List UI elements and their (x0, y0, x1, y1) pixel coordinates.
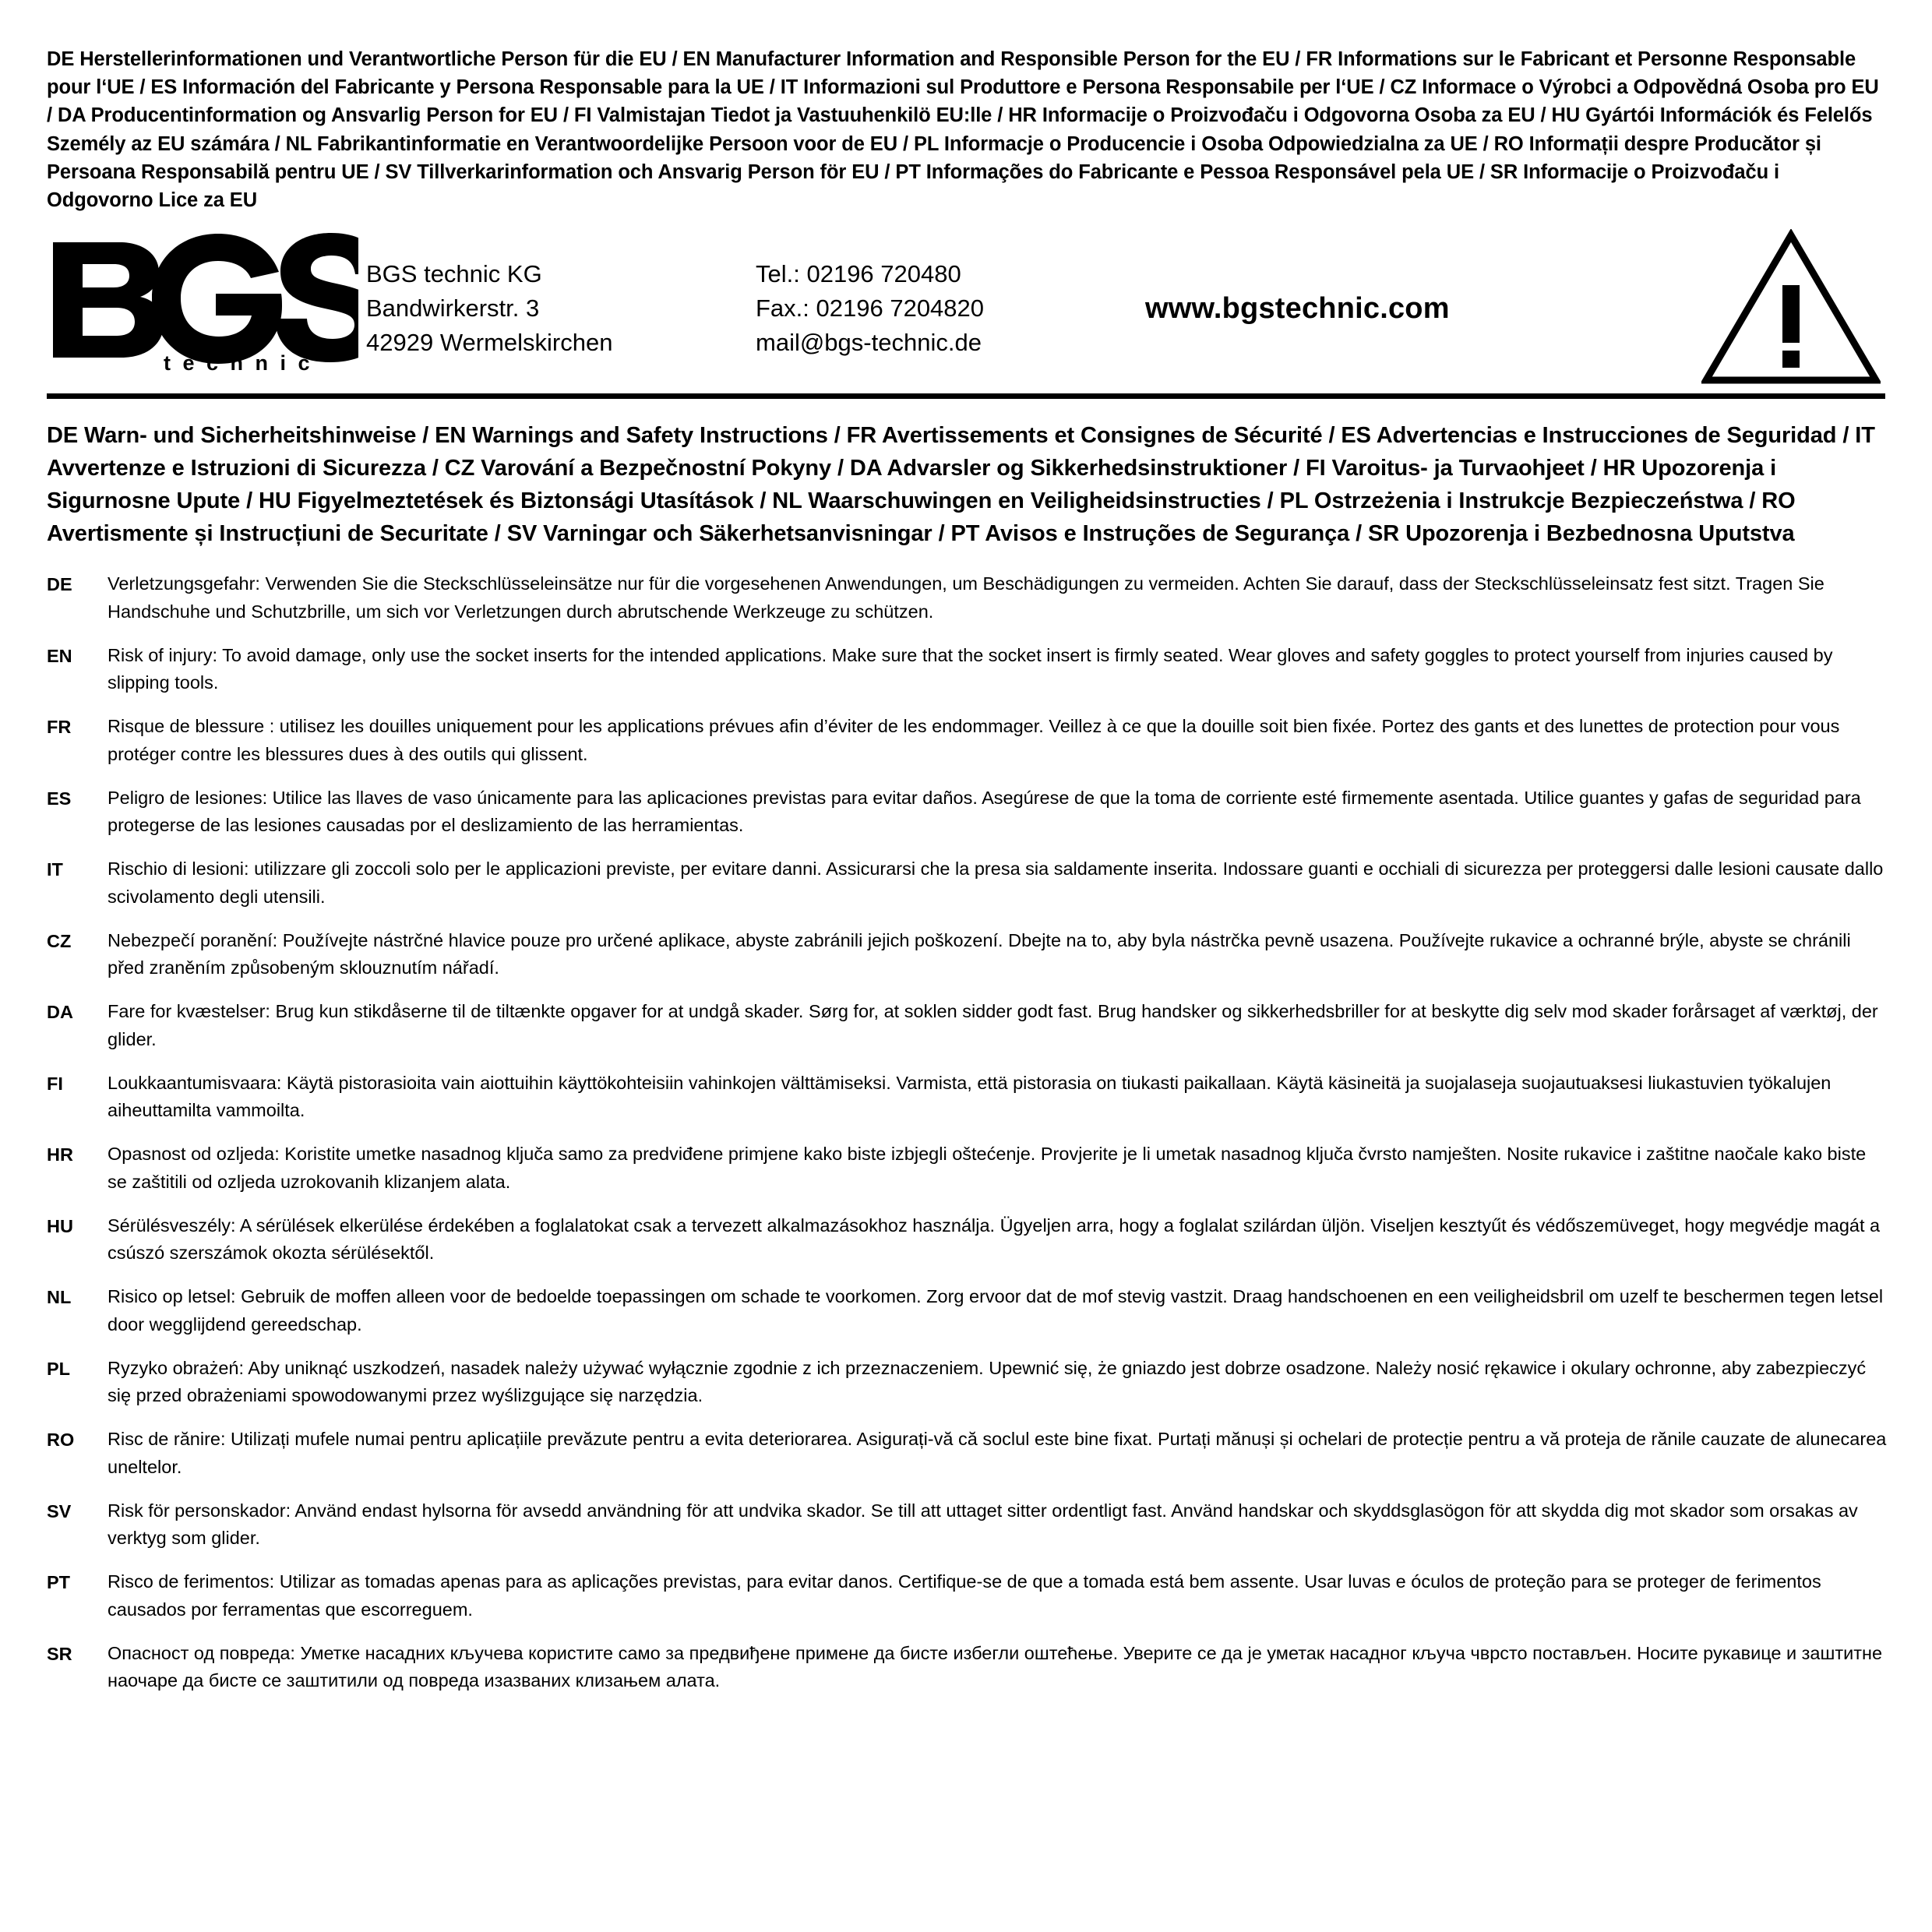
instruction-text: Risc de rănire: Utilizați mufele numai pentru aplicațiile prevăzute pentru a evita deteriorarea. Asigurați-vă că soclul este bine fixat. Purtați mănuși și ochelari de protecție pentru a vă proteja de rănile cauzate de alunecarea uneltelor. (108, 1429, 1887, 1477)
company-address (358, 254, 756, 360)
manufacturer-information-heading: DE Herstellerinformationen und Verantwortliche Person für die EU / EN Manufacturer Information and Responsible Person for the EU / FR Informations sur le Fabricant et Personne Responsable pour l‘UE / ES Información del Fabricante y Persona Responsable para la UE / IT Informazioni sul Produttore e Persona Responsabile per l‘UE / CZ Informace o Výrobci a Odpovědná Osoba pro EU / DA Producentinformation og Ansvarlig Person for EU / FI Valmistajan Tiedot ja Vastuuhenkilö EU:lle / HR Informacije o Proizvođaču i Odgovorna Osoba za EU / HU Gyártói Információk és Felelős Személy az EU számára / NL Fabrikantinformatie en Verantwoordelijke Persoon voor de EU / PL Informacje o Producencie i Osoba Odpowiedzialna za UE / RO Informații despre Producător și Persoana Responsabilă pentru UE / SV Tillverkarinformation och Ansvarig Person för EU / PT Informações do Fabricante e Pessoa Responsável pela UE / SR Informacije o Proizvođaču i Odgovorno Lice za EU (47, 48, 1879, 212)
company-contact (756, 254, 1130, 360)
list-item (47, 1141, 1888, 1196)
company-telephone: Tel.: 02196 720480 (756, 260, 961, 288)
language-code: DA (47, 1002, 73, 1023)
company-email[interactable]: mail@bgs-technic.de (756, 329, 982, 357)
company-name: BGS technic KG (366, 260, 542, 288)
instruction-text: Ryzyko obrażeń: Aby uniknąć uszkodzeń, nasadek należy używać wyłącznie zgodnie z ich przeznaczeniem. Upewnić się, że gniazdo jest dobrze osadzone. Należy nosić rękawice i okulary ochronne, aby zabezpieczyć się przed obrażeniami spowodowanymi przez wyślizgujące się narzędzia. (108, 1357, 1867, 1406)
language-code: SR (47, 1643, 72, 1664)
list-item (47, 1070, 1888, 1125)
language-code: FR (47, 717, 72, 738)
instruction-text: Risco de ferimentos: Utilizar as tomadas apenas para as aplicações previstas, para evitar danos. Certifique-se de que a tomada está bem assente. Usar luvas e óculos de proteção para se proteger de ferimentos causados por ferramentas que escorreguem. (108, 1571, 1821, 1620)
instruction-text: Risico op letsel: Gebruik de moffen alleen voor de bedoelde toepassingen om schade te voorkomen. Zorg ervoor dat de mof stevig vastzit. Draag handschoenen en een veiligheidsbril om uzelf te beschermen tegen letsel door wegglijdend gereedschap. (108, 1286, 1884, 1334)
list-item (47, 1568, 1888, 1624)
warning-triangle (1670, 229, 1888, 385)
company-fax: Fax.: 02196 7204820 (756, 294, 985, 323)
language-code: DE (47, 574, 72, 595)
language-code: HR (47, 1144, 73, 1165)
safety-instructions-heading: DE Warn- und Sicherheitshinweise / EN Warnings and Safety Instructions / FR Avertissements et Consignes de Sécurité / ES Advertencias e Instrucciones de Seguridad / IT Avvertenze e Istruzioni di Sicurezza / CZ Varování a Bezpečnostní Pokyny / DA Advarsler og Sikkerhedsinstruktioner / FI Varoitus- ja Turvaohjeet / HR Upozorenja i Sigurnosne Upute / HU Figyelmeztetések és Biztonsági Utasítások / NL Waarschuwingen en Veiligheidsinstructies / PL Ostrzeżenia i Instrukcje Bezpieczeństwa / RO Avertismente și Instrucțiuni de Securitate / SV Varningar och Säkerhetsanvisningar / PT Avisos e Instruções de Segurança / SR Upozorenja i Bezbednosna Uputstva (47, 423, 1875, 547)
instruction-text: Peligro de lesiones: Utilice las llaves de vaso únicamente para las aplicaciones previstas para evitar daños. Asegúrese de que la toma de corriente esté firmemente asentada. Utilice guantes y gafas de seguridad para protegerse de las lesiones causadas por el deslizamiento de las herramientas. (108, 787, 1861, 836)
language-code: FI (47, 1073, 63, 1094)
instruction-text: Sérülésveszély: A sérülések elkerülése érdekében a foglalatokat csak a tervezett alkalmazásokhoz használja. Ügyeljen arra, hogy a foglalat szilárdan üljön. Viseljen kesztyűt és védőszemüveget, hogy megvédje magát a csúszó szerszámok okozta sérülésektől. (108, 1215, 1881, 1264)
language-code: EN (47, 645, 72, 666)
language-code: IT (47, 859, 63, 880)
list-item (47, 1497, 1888, 1553)
list-item (47, 570, 1888, 626)
language-code: CZ (47, 930, 72, 951)
language-code: HU (47, 1215, 73, 1236)
list-item (47, 713, 1888, 768)
header-divider (47, 393, 1885, 399)
company-information-band (47, 225, 1888, 389)
list-item (47, 1212, 1888, 1267)
language-code: RO (47, 1430, 75, 1451)
list-item (47, 784, 1888, 840)
instruction-text: Nebezpečí poranění: Používejte nástrčné hlavice pouze pro určené aplikace, abyste zabránili jejich poškození. Dbejte na to, aby byla nástrčka pevně usazena. Používejte rukavice a ochranné brýle, abyste se chránili před zraněním způsobeným sklouznutím nářadí. (108, 929, 1851, 978)
company-website[interactable]: www.bgstechnic.com (1145, 291, 1450, 325)
company-street: Bandwirkerstr. 3 (366, 294, 540, 323)
instruction-text: Risk för personskador: Använd endast hylsorna för avsedd användning för att undvika skador. Se till att uttaget sitter ordentligt fast. Använd handskar och skyddsglasögon för att skydda dig mot skador som orsakas av verktyg som glider. (108, 1500, 1858, 1549)
instruction-list (47, 570, 1888, 1694)
warning-triangle-icon (1701, 229, 1881, 385)
language-code: NL (47, 1287, 72, 1308)
list-item (47, 642, 1888, 697)
instruction-text: Rischio di lesioni: utilizzare gli zoccoli solo per le applicazioni previste, per evitare danni. Assicurarsi che la presa sia saldamente inserita. Indossare guanti e occhiali di sicurezza per proteggersi dalle lesioni causate dallo scivolamento degli utensili. (108, 858, 1884, 907)
company-city: 42929 Wermelskirchen (366, 329, 613, 357)
instruction-text: Risque de blessure : utilisez les douilles uniquement pour les applications prévues afin d’éviter de les endommager. Veillez à ce que la douille soit bien fixée. Portez des gants et des lunettes de protection pour vous protéger contre les blessures dues à des outils qui glissent. (108, 716, 1840, 764)
instruction-text: Fare for kvæstelser: Brug kun stikdåserne til de tiltænkte opgaver for at undgå skader. Sørg for, at soklen sidder godt fast. Brug handsker og sikkerhedsbriller for at beskytte dig selv mod skader forårsaget af værktøj, der glider. (108, 1001, 1878, 1049)
language-code: SV (47, 1500, 72, 1521)
language-code: PT (47, 1572, 71, 1593)
list-item (47, 1426, 1888, 1481)
list-item (47, 855, 1888, 911)
bgs-logo (47, 233, 358, 381)
svg-text:t e c h n i c: t e c h n i c (164, 351, 313, 375)
list-item (47, 1640, 1888, 1695)
list-item (47, 1283, 1888, 1338)
instruction-text: Risk of injury: To avoid damage, only use the socket inserts for the intended applications. Make sure that the socket insert is firmly seated. Wear gloves and safety goggles to protect yourself from injuries caused by slipping tools. (108, 644, 1833, 693)
instruction-text: Opasnost od ozljeda: Koristite umetke nasadnog ključa samo za predviđene primjene kako biste izbjegli oštećenje. Provjerite je li umetak nasadnog ključa čvrsto namješten. Nosite rukavice i zaštitne naočale kako biste se zaštitili od ozljeda uzrokovanih klizanjem alata. (108, 1144, 1867, 1192)
list-item (47, 1355, 1888, 1410)
instruction-text: Loukkaantumisvaara: Käytä pistorasioita vain aiottuihin käyttökohteisiin vahinkojen välttämiseksi. Varmista, että pistorasia on tiukasti paikallaan. Käytä käsineitä ja suojalaseja suojautuaksesi liukastuvien työkalujen aiheuttamilta vammoilta. (108, 1072, 1832, 1121)
list-item (47, 927, 1888, 982)
language-code: PL (47, 1358, 71, 1379)
list-item (47, 998, 1888, 1053)
bgs-logo-icon (47, 233, 358, 381)
svg-text:®: ® (315, 236, 333, 263)
language-code: ES (47, 788, 72, 809)
instruction-text: Опасност од повреда: Уметке насадних кључева користите само за предвиђене примене да бисте избегли оштећење. Уверите се да је уметак насадног кључа чврсто постављен. Носите рукавице и заштитне наочаре да бисте се заштитили од повреда изазваних клизањем алата. (108, 1642, 1883, 1691)
instruction-text: Verletzungsgefahr: Verwenden Sie die Steckschlüsseleinsätze nur für die vorgesehenen Anwendungen, um Beschädigungen zu vermeiden. Achten Sie darauf, dass der Steckschlüsseleinsatz fest sitzt. Tragen Sie Handschuhe und Schutzbrille, um sich vor Verletzungen durch abrutschende Werkzeuge zu schützen. (108, 573, 1824, 622)
